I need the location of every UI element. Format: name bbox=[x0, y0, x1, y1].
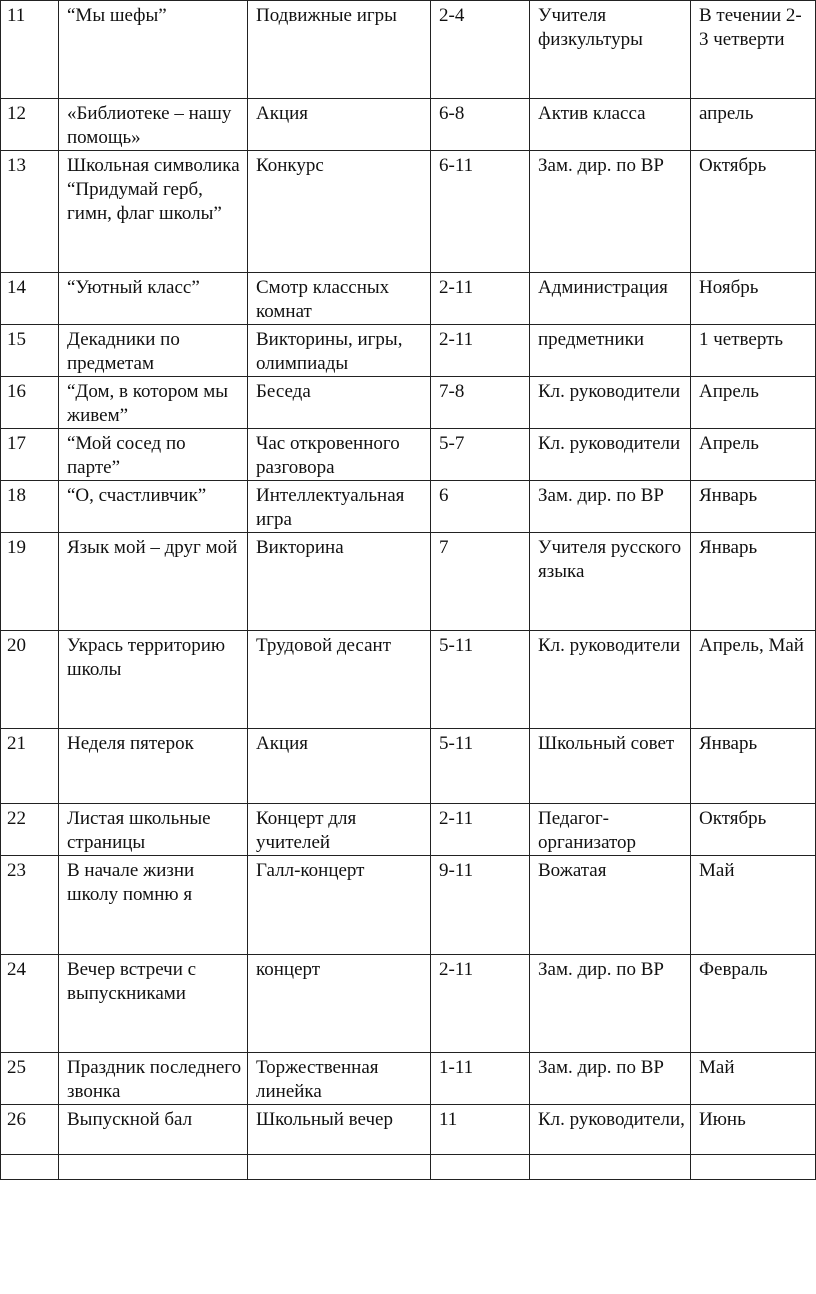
event-responsible-cell: Зам. дир. по ВР bbox=[530, 955, 691, 1053]
event-grades-cell bbox=[431, 1155, 530, 1180]
event-date-cell: Январь bbox=[691, 729, 816, 804]
table-row bbox=[1, 325, 816, 377]
event-date-cell: Май bbox=[691, 856, 816, 955]
event-responsible-cell: Кл. руководители bbox=[530, 631, 691, 729]
event-responsible-cell: Вожатая bbox=[530, 856, 691, 955]
event-form-cell: Акция bbox=[248, 99, 431, 151]
row-number-cell: 11 bbox=[1, 1, 59, 99]
event-title-cell: “О, счастливчик” bbox=[59, 481, 248, 533]
row-number-cell: 13 bbox=[1, 151, 59, 273]
table-row bbox=[1, 955, 816, 1053]
table-row bbox=[1, 729, 816, 804]
table-row bbox=[1, 1, 816, 99]
event-grades-cell: 2-11 bbox=[431, 955, 530, 1053]
event-form-cell: Акция bbox=[248, 729, 431, 804]
event-responsible-cell: Актив класса bbox=[530, 99, 691, 151]
event-date-cell: Январь bbox=[691, 533, 816, 631]
event-form-cell: концерт bbox=[248, 955, 431, 1053]
event-grades-cell: 6 bbox=[431, 481, 530, 533]
event-form-cell: Подвижные игры bbox=[248, 1, 431, 99]
table-row bbox=[1, 481, 816, 533]
event-form-cell: Школьный вечер bbox=[248, 1105, 431, 1155]
event-grades-cell: 2-11 bbox=[431, 273, 530, 325]
table-row bbox=[1, 273, 816, 325]
event-title-cell: “Мой сосед по парте” bbox=[59, 429, 248, 481]
event-title-cell: Выпускной бал bbox=[59, 1105, 248, 1155]
event-form-cell: Торжественная линейка bbox=[248, 1053, 431, 1105]
row-number-cell: 14 bbox=[1, 273, 59, 325]
table-row bbox=[1, 151, 816, 273]
event-grades-cell: 2-11 bbox=[431, 804, 530, 856]
row-number-cell: 26 bbox=[1, 1105, 59, 1155]
table-row bbox=[1, 429, 816, 481]
row-number-cell: 20 bbox=[1, 631, 59, 729]
event-title-cell: Декадники по предметам bbox=[59, 325, 248, 377]
event-grades-cell: 7 bbox=[431, 533, 530, 631]
table-row bbox=[1, 377, 816, 429]
event-grades-cell: 2-11 bbox=[431, 325, 530, 377]
row-number-cell bbox=[1, 1155, 59, 1180]
event-title-cell: Листая школьные страницы bbox=[59, 804, 248, 856]
table-body bbox=[1, 1, 816, 1180]
event-date-cell: 1 четверть bbox=[691, 325, 816, 377]
event-form-cell: Час откровенного разговора bbox=[248, 429, 431, 481]
event-responsible-cell: Учителя физкультуры bbox=[530, 1, 691, 99]
event-date-cell bbox=[691, 1155, 816, 1180]
row-number-cell: 22 bbox=[1, 804, 59, 856]
event-responsible-cell: предметники bbox=[530, 325, 691, 377]
event-responsible-cell: Зам. дир. по ВР bbox=[530, 1053, 691, 1105]
event-date-cell: Октябрь bbox=[691, 804, 816, 856]
row-number-cell: 15 bbox=[1, 325, 59, 377]
event-title-cell: В начале жизни школу помню я bbox=[59, 856, 248, 955]
event-title-cell: Школьная символика “Придумай герб, гимн, флаг школы” bbox=[59, 151, 248, 273]
event-date-cell: Ноябрь bbox=[691, 273, 816, 325]
event-responsible-cell: Кл. руководители, bbox=[530, 1105, 691, 1155]
row-number-cell: 23 bbox=[1, 856, 59, 955]
event-date-cell: Октябрь bbox=[691, 151, 816, 273]
table-row bbox=[1, 804, 816, 856]
event-title-cell: Вечер встречи с выпускниками bbox=[59, 955, 248, 1053]
row-number-cell: 21 bbox=[1, 729, 59, 804]
row-number-cell: 19 bbox=[1, 533, 59, 631]
event-date-cell: Апрель bbox=[691, 377, 816, 429]
event-responsible-cell: Администрация bbox=[530, 273, 691, 325]
event-responsible-cell bbox=[530, 1155, 691, 1180]
row-number-cell: 25 bbox=[1, 1053, 59, 1105]
event-form-cell: Концерт для учителей bbox=[248, 804, 431, 856]
row-number-cell: 17 bbox=[1, 429, 59, 481]
event-responsible-cell: Кл. руководители bbox=[530, 429, 691, 481]
event-form-cell: Галл-концерт bbox=[248, 856, 431, 955]
row-number-cell: 16 bbox=[1, 377, 59, 429]
event-title-cell: Язык мой – друг мой bbox=[59, 533, 248, 631]
event-responsible-cell: Зам. дир. по ВР bbox=[530, 481, 691, 533]
table-row bbox=[1, 533, 816, 631]
event-title-cell: “Дом, в котором мы живем” bbox=[59, 377, 248, 429]
event-date-cell: Апрель, Май bbox=[691, 631, 816, 729]
event-date-cell: Апрель bbox=[691, 429, 816, 481]
event-responsible-cell: Школьный совет bbox=[530, 729, 691, 804]
table-row bbox=[1, 856, 816, 955]
event-responsible-cell: Педагог-организатор bbox=[530, 804, 691, 856]
row-number-cell: 12 bbox=[1, 99, 59, 151]
event-form-cell: Беседа bbox=[248, 377, 431, 429]
event-form-cell: Интеллектуальная игра bbox=[248, 481, 431, 533]
event-date-cell: В течении 2-3 четверти bbox=[691, 1, 816, 99]
event-title-cell: «Библиотеке – нашу помощь» bbox=[59, 99, 248, 151]
event-grades-cell: 5-7 bbox=[431, 429, 530, 481]
event-responsible-cell: Кл. руководители bbox=[530, 377, 691, 429]
event-grades-cell: 5-11 bbox=[431, 729, 530, 804]
event-grades-cell: 9-11 bbox=[431, 856, 530, 955]
event-grades-cell: 1-11 bbox=[431, 1053, 530, 1105]
event-grades-cell: 11 bbox=[431, 1105, 530, 1155]
event-grades-cell: 5-11 bbox=[431, 631, 530, 729]
event-date-cell: Май bbox=[691, 1053, 816, 1105]
event-date-cell: Январь bbox=[691, 481, 816, 533]
event-form-cell: Конкурс bbox=[248, 151, 431, 273]
event-title-cell bbox=[59, 1155, 248, 1180]
event-form-cell: Викторины, игры, олимпиады bbox=[248, 325, 431, 377]
event-title-cell: Праздник последнего звонка bbox=[59, 1053, 248, 1105]
row-number-cell: 24 bbox=[1, 955, 59, 1053]
event-form-cell bbox=[248, 1155, 431, 1180]
event-date-cell: Июнь bbox=[691, 1105, 816, 1155]
event-responsible-cell: Зам. дир. по ВР bbox=[530, 151, 691, 273]
event-grades-cell: 7-8 bbox=[431, 377, 530, 429]
event-date-cell: Февраль bbox=[691, 955, 816, 1053]
event-form-cell: Трудовой десант bbox=[248, 631, 431, 729]
event-grades-cell: 2-4 bbox=[431, 1, 530, 99]
table-row bbox=[1, 1155, 816, 1180]
event-grades-cell: 6-8 bbox=[431, 99, 530, 151]
table-row bbox=[1, 1105, 816, 1155]
event-grades-cell: 6-11 bbox=[431, 151, 530, 273]
event-date-cell: апрель bbox=[691, 99, 816, 151]
event-title-cell: “Уютный класс” bbox=[59, 273, 248, 325]
event-form-cell: Викторина bbox=[248, 533, 431, 631]
event-title-cell: “Мы шефы” bbox=[59, 1, 248, 99]
event-title-cell: Неделя пятерок bbox=[59, 729, 248, 804]
event-form-cell: Смотр классных комнат bbox=[248, 273, 431, 325]
event-responsible-cell: Учителя русского языка bbox=[530, 533, 691, 631]
table-row bbox=[1, 99, 816, 151]
row-number-cell: 18 bbox=[1, 481, 59, 533]
table-row bbox=[1, 1053, 816, 1105]
table-row bbox=[1, 631, 816, 729]
event-title-cell: Укрась территорию школы bbox=[59, 631, 248, 729]
